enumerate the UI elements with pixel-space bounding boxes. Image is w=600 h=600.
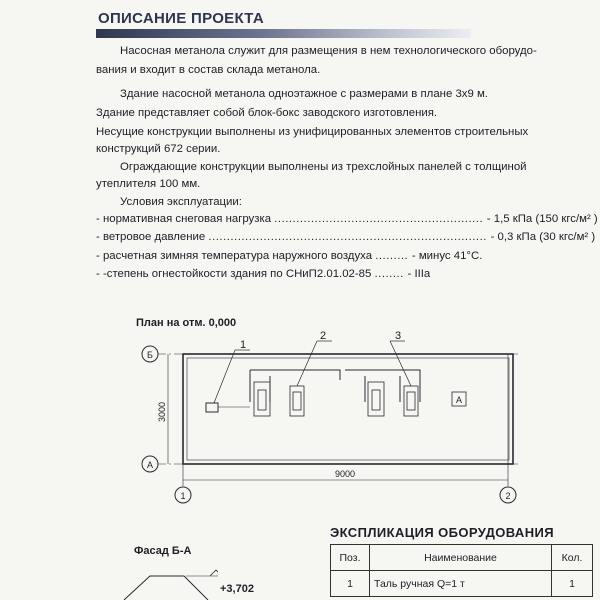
conditions-title: Условия эксплуатации: xyxy=(120,196,242,208)
col-header-qty: Кол. xyxy=(552,545,593,571)
table-row xyxy=(331,571,593,597)
col-header-pos: Поз. xyxy=(331,545,370,571)
inner-wall xyxy=(187,358,509,460)
callout-3: 3 xyxy=(395,330,402,342)
desc-p1a: Насосная метанола служит для размещения в нем технологического оборудо- xyxy=(120,45,537,57)
condition-value: - 0,3 кПа (30 кгс/м² ) xyxy=(490,231,596,243)
col-header-name: Наименование xyxy=(370,545,552,571)
leader-dots: ........ xyxy=(374,268,408,280)
cell-pos: 1 xyxy=(331,571,370,597)
desc-p2: Здание насосной метанола одноэтажное с размерами в плане 3х9 м. xyxy=(120,88,488,100)
condition-label: - нормативная снеговая нагрузка xyxy=(96,213,272,225)
condition-value: - IIIа xyxy=(407,268,431,280)
title-underline-bar xyxy=(96,29,471,38)
elevation-marker xyxy=(210,570,218,576)
axis-label-a: А xyxy=(146,460,154,470)
condition-row xyxy=(96,268,430,280)
condition-label: - -степень огнестойкости здания по СНиП2.01.02-85 xyxy=(96,268,372,280)
equipment-table xyxy=(330,544,593,597)
desc-p4a: Несущие конструкции выполнены из унифицированных элементов строительных xyxy=(96,126,529,138)
desc-p5b: утеплителя 100 мм. xyxy=(96,178,201,190)
axis-label-1: 1 xyxy=(180,491,186,501)
condition-row xyxy=(96,231,595,243)
leader-dots: ............................................................................ xyxy=(208,231,491,243)
cell-qty: 1 xyxy=(552,571,593,597)
pump-group-2 xyxy=(254,382,304,416)
width-dimension: 9000 xyxy=(334,469,356,479)
condition-label: - ветровое давление xyxy=(96,231,206,243)
leader-dots: ......... xyxy=(375,250,412,262)
hoist-symbol xyxy=(206,403,218,412)
facade-drawing xyxy=(122,560,218,600)
pump-group-3 xyxy=(368,382,418,416)
callout-1: 1 xyxy=(240,339,247,351)
desc-p4b: конструкций 672 серии. xyxy=(96,143,221,155)
floor-plan-drawing xyxy=(120,330,520,510)
roof-outline xyxy=(124,576,208,600)
axis-label-2: 2 xyxy=(505,491,511,501)
facade-title: Фасад Б-А xyxy=(134,545,192,557)
condition-value: - 1,5 кПа (150 кгс/м² ) xyxy=(486,213,598,225)
desc-p1b: вания и входит в состав склада метанола. xyxy=(96,64,321,76)
desc-p3: Здание представляет собой блок-бокс заводского изготовления. xyxy=(96,107,438,119)
room-label: А xyxy=(455,395,463,405)
callout-leader-2 xyxy=(297,341,317,386)
facade-elevation: +3,702 xyxy=(220,583,254,595)
equipment-title: ЭКСПЛИКАЦИЯ ОБОРУДОВАНИЯ xyxy=(330,525,554,540)
height-dimension: 3000 xyxy=(157,401,167,423)
table-header-row xyxy=(331,545,593,571)
axis-label-b: Б xyxy=(147,350,153,360)
cell-name: Таль ручная Q=1 т xyxy=(370,571,552,597)
callout-2: 2 xyxy=(320,330,327,342)
plan-title: План на отм. 0,000 xyxy=(136,317,237,329)
condition-label: - расчетная зимняя температура наружного воздуха xyxy=(96,250,373,262)
section-title: ОПИСАНИЕ ПРОЕКТА xyxy=(98,10,264,27)
condition-value: - минус 41°С. xyxy=(411,250,483,262)
condition-row xyxy=(96,250,482,262)
condition-row xyxy=(96,213,598,225)
desc-p5a: Ограждающие конструкции выполнены из трехслойных панелей с толщиной xyxy=(120,161,527,173)
leader-dots: ......................................................... xyxy=(274,213,487,225)
